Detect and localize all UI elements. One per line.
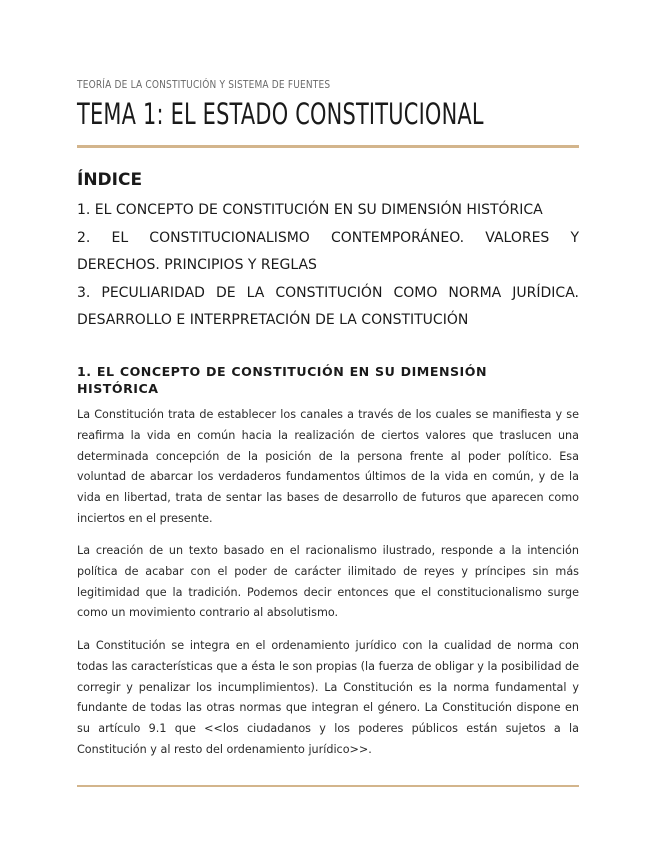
index-item: 1. EL CONCEPTO DE CONSTITUCIÓN EN SU DIMENSIÓN HISTÓRICA [77, 202, 543, 218]
index-item: 2. EL CONSTITUCIONALISMO CONTEMPORÁNEO. VALORES Y DERECHOS. PRINCIPIOS Y REGLAS [77, 229, 579, 273]
footer-divider [77, 785, 579, 787]
body-paragraph: La creación de un texto basado en el racionalismo ilustrado, responde a la intención política de acabar con el poder de carácter ilimitado de reyes y príncipes sin más legitimidad que la tradición. Podemos decir entonces que el constitucionalismo surge como un movimiento contrario al absolutismo. [77, 544, 579, 620]
body-paragraph: La Constitución se integra en el ordenamiento jurídico con la cualidad de norma con todas las características que a ésta le son propias (la fuerza de obligar y la posibilidad de corregir y penalizar los incumplimientos). La Constitución es la norma fundamental y fundante de todas las otras normas que integran el género. La Constitución dispone en su artículo 9.1 que <<los ciudadanos y los poderes públicos están sujetos a la Constitución y al resto del ordenamiento jurídico>>. [77, 639, 579, 756]
body-paragraph: La Constitución trata de establecer los canales a través de los cuales se manifiesta y se reafirma la vida en común hacia la realización de ciertos valores que traslucen una determinada concepción de la posición de la persona frente al poder político. Esa voluntad de abarcar los verdaderos fundamentos últimos de la vida en común, y de la vida en libertad, trata de sentar las bases de desarrollo de futuros que aparecen como inciertos en el presente. [77, 408, 579, 525]
page-title: TEMA 1: EL ESTADO CONSTITUCIONAL [77, 97, 484, 131]
index-heading: ÍNDICE [77, 170, 143, 190]
index-item: 3. PECULIARIDAD DE LA CONSTITUCIÓN COMO NORMA JURÍDICA. DESARROLLO E INTERPRETACIÓN DE LA CONSTITUCIÓN [77, 284, 579, 328]
section-heading: 1. EL CONCEPTO DE CONSTITUCIÓN EN SU DIMENSIÓN HISTÓRICA [77, 364, 487, 396]
header-divider [77, 145, 579, 148]
course-subtitle: TEORÍA DE LA CONSTITUCIÓN Y SISTEMA DE FUENTES [77, 79, 331, 91]
index-list [77, 197, 579, 335]
